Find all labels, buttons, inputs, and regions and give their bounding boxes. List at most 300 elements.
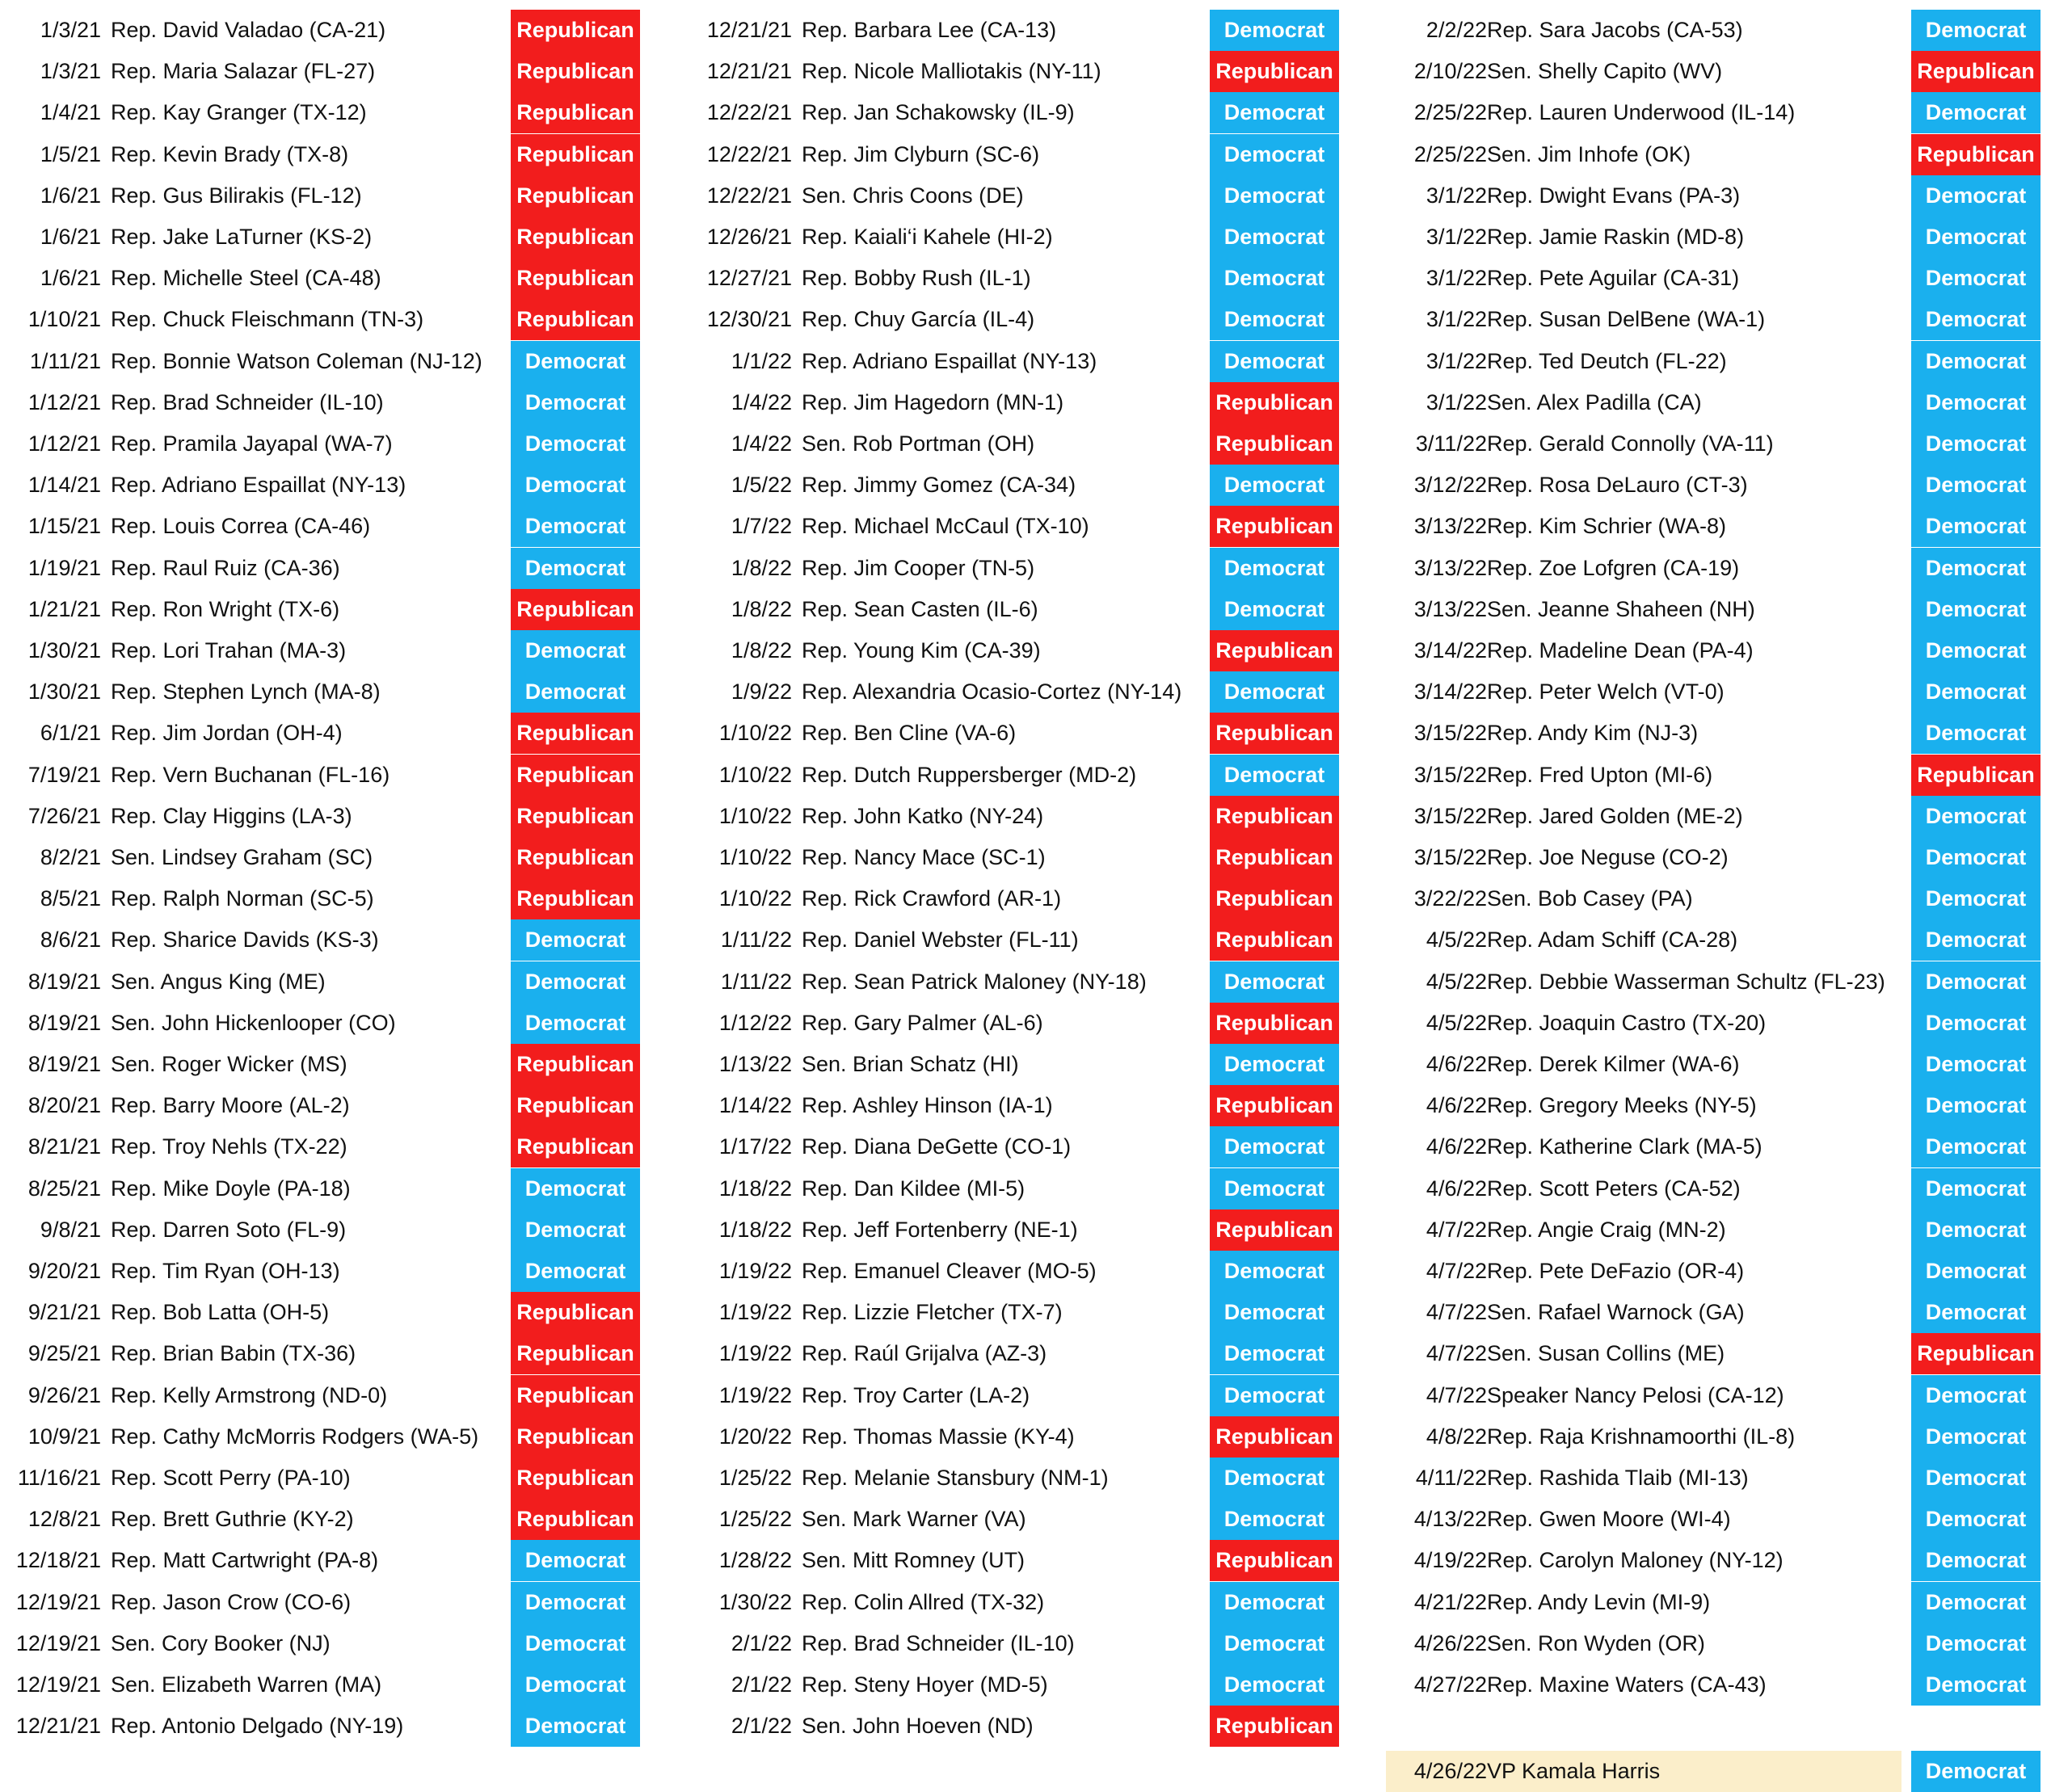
party-badge-democrat: Democrat <box>1911 1085 2040 1126</box>
member-name: Rep. Gwen Moore (WI-4) <box>1487 1507 1731 1532</box>
table-row <box>0 1085 640 1126</box>
party-badge-republican: Republican <box>1210 382 1339 423</box>
member-name: Rep. Matt Cartwright (PA-8) <box>111 1548 379 1573</box>
date-cell: 4/5/22 <box>1426 928 1487 953</box>
party-badge-democrat: Democrat <box>1210 465 1339 506</box>
date-cell: 4/7/22 <box>1426 1259 1487 1283</box>
date-cell: 1/7/22 <box>731 514 792 539</box>
date-cell: 4/7/22 <box>1426 1341 1487 1366</box>
party-badge-democrat: Democrat <box>511 671 640 713</box>
member-name: Rep. Adriano Espaillat (NY-13) <box>111 473 406 498</box>
party-badge-republican: Republican <box>511 1416 640 1458</box>
table-row <box>1386 1416 2040 1458</box>
table-row <box>0 1209 640 1251</box>
party-badge-democrat: Democrat <box>1911 630 2040 671</box>
member-name: Rep. Jake LaTurner (KS-2) <box>111 225 373 249</box>
party-badge-republican: Republican <box>1210 51 1339 92</box>
date-cell: 4/6/22 <box>1426 1052 1487 1076</box>
party-badge-democrat: Democrat <box>1911 961 2040 1003</box>
date-cell: 1/14/21 <box>27 473 101 498</box>
table-row <box>687 92 1339 133</box>
member-name: Rep. Zoe Lofgren (CA-19) <box>1487 555 1740 580</box>
party-badge-republican: Republican <box>511 796 640 837</box>
table-row <box>0 341 640 382</box>
date-cell: 2/25/22 <box>1413 100 1487 125</box>
table-row <box>0 1333 640 1374</box>
party-badge-democrat: Democrat <box>1911 589 2040 630</box>
member-name: Rep. Barry Moore (AL-2) <box>111 1093 350 1118</box>
date-cell: 3/1/22 <box>1426 348 1487 373</box>
party-badge-democrat: Democrat <box>1210 1582 1339 1623</box>
date-cell: 3/15/22 <box>1413 762 1487 787</box>
member-name: Rep. Emanuel Cleaver (MO-5) <box>802 1259 1097 1283</box>
party-badge-republican: Republican <box>1210 878 1339 919</box>
member-name: Rep. Lori Trahan (MA-3) <box>111 638 347 663</box>
table-row <box>0 299 640 340</box>
member-name: Rep. Jamie Raskin (MD-8) <box>1487 225 1745 249</box>
date-cell: 4/7/22 <box>1426 1217 1487 1242</box>
date-cell: 3/1/22 <box>1426 183 1487 208</box>
party-badge-democrat: Democrat <box>511 1706 640 1747</box>
member-name: Rep. Pete DeFazio (OR-4) <box>1487 1259 1745 1283</box>
date-cell: 1/10/22 <box>718 803 792 828</box>
member-name: Sen. Brian Schatz (HI) <box>802 1052 1019 1076</box>
table-row <box>0 1623 640 1664</box>
party-badge-republican: Republican <box>1210 1003 1339 1044</box>
member-name: Rep. Maria Salazar (FL-27) <box>111 59 376 84</box>
party-badge-republican: Republican <box>511 878 640 919</box>
member-name: Rep. Steny Hoyer (MD-5) <box>802 1672 1048 1697</box>
table-row <box>1386 1251 2040 1292</box>
member-name: Rep. Mike Doyle (PA-18) <box>111 1176 351 1201</box>
date-cell: 1/25/22 <box>718 1466 792 1490</box>
date-cell: 12/26/21 <box>706 225 792 249</box>
date-cell: 8/25/21 <box>27 1176 101 1201</box>
party-badge-democrat: Democrat <box>1911 1003 2040 1044</box>
member-name: Rep. Jim Jordan (OH-4) <box>111 721 343 746</box>
party-badge-democrat: Democrat <box>1911 671 2040 713</box>
member-name: Rep. Kim Schrier (WA-8) <box>1487 514 1727 539</box>
table-row <box>1386 1375 2040 1416</box>
date-cell: 9/26/21 <box>27 1382 101 1407</box>
party-badge-democrat: Democrat <box>511 465 640 506</box>
party-badge-democrat: Democrat <box>1210 134 1339 175</box>
member-name: Rep. Raul Ruiz (CA-36) <box>111 555 340 580</box>
date-cell: 1/5/22 <box>731 473 792 498</box>
party-badge-democrat: Democrat <box>1911 837 2040 878</box>
date-cell: 1/11/22 <box>720 969 792 994</box>
date-cell: 3/13/22 <box>1413 596 1487 621</box>
party-badge-democrat: Democrat <box>1911 506 2040 547</box>
member-name: Sen. Jeanne Shaheen (NH) <box>1487 596 1755 621</box>
table-row <box>1386 796 2040 837</box>
party-badge-democrat: Democrat <box>1911 10 2040 51</box>
date-cell: 2/1/22 <box>731 1630 792 1655</box>
party-badge-republican: Republican <box>511 713 640 754</box>
party-badge-republican: Republican <box>1911 1333 2040 1374</box>
member-name: Sen. Rob Portman (OH) <box>802 431 1035 456</box>
date-cell: 1/8/22 <box>731 555 792 580</box>
party-badge-democrat: Democrat <box>511 961 640 1003</box>
date-cell: 3/1/22 <box>1426 389 1487 414</box>
party-badge-democrat: Democrat <box>1210 258 1339 299</box>
table-row <box>0 1044 640 1085</box>
table-row <box>687 1375 1339 1416</box>
member-name: Rep. Adam Schiff (CA-28) <box>1487 928 1738 953</box>
date-cell: 8/19/21 <box>27 969 101 994</box>
party-badge-democrat: Democrat <box>1911 878 2040 919</box>
table-row <box>687 671 1339 713</box>
date-cell: 4/6/22 <box>1426 1134 1487 1159</box>
party-badge-democrat: Democrat <box>1210 1044 1339 1085</box>
table-row <box>687 1499 1339 1540</box>
party-badge-democrat: Democrat <box>511 1209 640 1251</box>
table-row <box>1386 1003 2040 1044</box>
date-cell: 3/13/22 <box>1413 514 1487 539</box>
member-name: Rep. Susan DelBene (WA-1) <box>1487 307 1766 332</box>
party-badge-democrat: Democrat <box>1210 1664 1339 1706</box>
date-cell: 1/15/21 <box>27 514 101 539</box>
member-name: Sen. Alex Padilla (CA) <box>1487 389 1702 414</box>
member-name: Rep. Nicole Malliotakis (NY-11) <box>802 59 1101 84</box>
member-name: Sen. John Hickenlooper (CO) <box>111 1010 396 1035</box>
table-row <box>687 1623 1339 1664</box>
table-row <box>687 175 1339 217</box>
member-name: Rep. Jason Crow (CO-6) <box>111 1589 352 1614</box>
table-row <box>1386 1458 2040 1499</box>
date-cell: 4/6/22 <box>1426 1093 1487 1118</box>
member-name: Rep. Ben Cline (VA-6) <box>802 721 1017 746</box>
table-row <box>687 1416 1339 1458</box>
member-name: Rep. Ted Deutch (FL-22) <box>1487 348 1727 373</box>
table-row <box>0 671 640 713</box>
table-row <box>0 796 640 837</box>
party-badge-republican: Republican <box>511 175 640 217</box>
date-cell: 3/14/22 <box>1413 638 1487 663</box>
party-badge-democrat: Democrat <box>511 423 640 465</box>
table-row <box>0 548 640 589</box>
member-name: Rep. Brian Babin (TX-36) <box>111 1341 356 1366</box>
party-badge-democrat: Democrat <box>1210 341 1339 382</box>
date-cell: 3/15/22 <box>1413 803 1487 828</box>
table-row <box>1386 465 2040 506</box>
party-badge-republican: Republican <box>511 258 640 299</box>
party-badge-democrat: Democrat <box>511 506 640 547</box>
table-row <box>0 465 640 506</box>
party-badge-democrat: Democrat <box>1210 1458 1339 1499</box>
party-badge-republican: Republican <box>1911 755 2040 796</box>
table-row <box>1386 10 2040 51</box>
party-badge-republican: Republican <box>1911 51 2040 92</box>
member-name: Rep. Nancy Mace (SC-1) <box>802 845 1046 869</box>
member-name: Rep. Diana DeGette (CO-1) <box>802 1134 1072 1159</box>
date-cell: 7/19/21 <box>27 762 101 787</box>
table-row <box>0 713 640 754</box>
table-row <box>0 258 640 299</box>
date-cell: 1/28/22 <box>718 1548 792 1573</box>
date-cell: 2/25/22 <box>1413 141 1487 166</box>
date-cell: 3/11/22 <box>1415 431 1487 456</box>
party-badge-democrat: Democrat <box>1911 1292 2040 1333</box>
date-cell: 1/19/22 <box>718 1300 792 1325</box>
party-badge-democrat: Democrat <box>511 1582 640 1623</box>
member-name: Rep. Debbie Wasserman Schultz (FL-23) <box>1487 969 1885 994</box>
table-row <box>1386 1292 2040 1333</box>
table-row <box>1386 258 2040 299</box>
member-name: Rep. Darren Soto (FL-9) <box>111 1217 347 1242</box>
party-badge-republican: Republican <box>511 10 640 51</box>
date-cell: 3/1/22 <box>1426 266 1487 291</box>
member-name: Rep. Vern Buchanan (FL-16) <box>111 762 390 787</box>
table-row <box>687 630 1339 671</box>
date-cell: 1/6/21 <box>40 266 101 291</box>
member-name: Rep. Jimmy Gomez (CA-34) <box>802 473 1076 498</box>
party-badge-democrat: Democrat <box>1210 755 1339 796</box>
party-badge-republican: Republican <box>1210 713 1339 754</box>
date-cell: 1/10/22 <box>718 721 792 746</box>
date-cell: 1/9/22 <box>731 679 792 705</box>
member-name: Rep. Tim Ryan (OH-13) <box>111 1259 340 1283</box>
table-row <box>1386 1582 2040 1623</box>
table-row <box>0 755 640 796</box>
party-badge-democrat: Democrat <box>1911 1168 2040 1209</box>
member-name: Rep. Jan Schakowsky (IL-9) <box>802 100 1075 125</box>
table-row <box>0 51 640 92</box>
date-cell: 12/19/21 <box>15 1589 101 1614</box>
table-row <box>687 1044 1339 1085</box>
date-cell: 1/19/22 <box>718 1382 792 1407</box>
member-name: Sen. Jim Inhofe (OK) <box>1487 141 1691 166</box>
member-name: VP Kamala Harris <box>1487 1759 1661 1784</box>
table-row <box>687 134 1339 175</box>
party-badge-democrat: Democrat <box>511 1251 640 1292</box>
table-row <box>687 1540 1339 1581</box>
date-cell: 8/20/21 <box>27 1093 101 1118</box>
party-badge-democrat: Democrat <box>511 341 640 382</box>
member-name: Sen. Mitt Romney (UT) <box>802 1548 1026 1573</box>
table-row <box>687 878 1339 919</box>
table-row <box>1386 175 2040 217</box>
table-row <box>0 1416 640 1458</box>
date-cell: 4/8/22 <box>1426 1424 1487 1449</box>
table-row <box>1386 961 2040 1003</box>
table-row <box>1386 341 2040 382</box>
date-cell: 2/10/22 <box>1413 59 1487 84</box>
date-cell: 4/7/22 <box>1426 1382 1487 1407</box>
party-badge-democrat: Democrat <box>1210 1251 1339 1292</box>
member-name: Rep. Troy Carter (LA-2) <box>802 1382 1030 1407</box>
party-badge-democrat: Democrat <box>1210 1375 1339 1416</box>
member-name: Rep. Rick Crawford (AR-1) <box>802 886 1062 911</box>
member-name: Rep. Dwight Evans (PA-3) <box>1487 183 1741 208</box>
member-name: Rep. Carolyn Maloney (NY-12) <box>1487 1548 1784 1573</box>
table-row <box>687 1126 1339 1167</box>
date-cell: 1/30/22 <box>718 1589 792 1614</box>
date-cell: 4/11/22 <box>1415 1466 1487 1490</box>
member-name: Rep. Chuck Fleischmann (TN-3) <box>111 307 424 332</box>
party-badge-republican: Republican <box>511 755 640 796</box>
party-badge-democrat: Democrat <box>1911 92 2040 133</box>
party-badge-democrat: Democrat <box>1911 1375 2040 1416</box>
party-badge-democrat: Democrat <box>1911 465 2040 506</box>
date-cell: 4/5/22 <box>1426 969 1487 994</box>
date-cell: 1/12/21 <box>27 431 101 456</box>
member-name: Rep. Sean Patrick Maloney (NY-18) <box>802 969 1147 994</box>
date-cell: 12/22/21 <box>706 183 792 208</box>
member-name: Rep. Ashley Hinson (IA-1) <box>802 1093 1053 1118</box>
table-row <box>1386 1540 2040 1581</box>
date-cell: 1/17/22 <box>718 1134 792 1159</box>
party-badge-republican: Republican <box>1911 134 2040 175</box>
member-name: Sen. Angus King (ME) <box>111 969 326 994</box>
date-cell: 1/25/22 <box>718 1507 792 1532</box>
member-name: Rep. Jim Hagedorn (MN-1) <box>802 389 1064 414</box>
party-badge-democrat: Democrat <box>1911 341 2040 382</box>
table-row <box>687 1706 1339 1747</box>
party-badge-democrat: Democrat <box>1210 92 1339 133</box>
party-badge-democrat: Democrat <box>511 919 640 961</box>
date-cell: 11/16/21 <box>17 1466 101 1490</box>
member-name: Rep. Fred Upton (MI-6) <box>1487 762 1713 787</box>
table-row <box>687 837 1339 878</box>
party-badge-democrat: Democrat <box>1210 217 1339 258</box>
member-name: Rep. Kelly Armstrong (ND-0) <box>111 1382 388 1407</box>
date-cell: 9/21/21 <box>27 1300 101 1325</box>
table-row <box>0 134 640 175</box>
table-row <box>0 1664 640 1706</box>
party-badge-democrat: Democrat <box>1911 919 2040 961</box>
member-name: Rep. Joe Neguse (CO-2) <box>1487 845 1729 869</box>
party-badge-democrat: Democrat <box>511 1540 640 1581</box>
table-row <box>1386 713 2040 754</box>
date-cell: 4/26/22 <box>1413 1759 1487 1784</box>
date-cell: 4/26/22 <box>1413 1630 1487 1655</box>
date-cell: 1/19/21 <box>27 555 101 580</box>
party-badge-democrat: Democrat <box>1911 1499 2040 1540</box>
member-name: Rep. Gary Palmer (AL-6) <box>802 1010 1043 1035</box>
date-cell: 1/1/22 <box>731 348 792 373</box>
member-name: Sen. Rafael Warnock (GA) <box>1487 1300 1745 1325</box>
date-cell: 1/18/22 <box>718 1217 792 1242</box>
member-name: Rep. Bob Latta (OH-5) <box>111 1300 330 1325</box>
date-cell: 1/8/22 <box>731 638 792 663</box>
table-row <box>0 1375 640 1416</box>
party-badge-democrat: Democrat <box>1911 1623 2040 1664</box>
table-row <box>0 878 640 919</box>
date-cell: 1/8/22 <box>731 596 792 621</box>
party-badge-democrat: Democrat <box>1210 1499 1339 1540</box>
member-name: Rep. Ron Wright (TX-6) <box>111 596 340 621</box>
table-row <box>0 589 640 630</box>
date-cell: 2/1/22 <box>731 1714 792 1739</box>
table-row <box>0 630 640 671</box>
table-row <box>0 506 640 547</box>
table-row <box>0 423 640 465</box>
member-name: Rep. Colin Allred (TX-32) <box>802 1589 1045 1614</box>
member-name: Rep. Clay Higgins (LA-3) <box>111 803 352 828</box>
table-row <box>1386 630 2040 671</box>
date-cell: 8/19/21 <box>27 1010 101 1035</box>
party-badge-democrat: Democrat <box>1911 299 2040 340</box>
table-row <box>687 506 1339 547</box>
member-name: Sen. John Hoeven (ND) <box>802 1714 1034 1739</box>
table-row <box>687 961 1339 1003</box>
table-row <box>687 299 1339 340</box>
date-cell: 4/21/22 <box>1413 1589 1487 1614</box>
party-badge-republican: Republican <box>1210 1416 1339 1458</box>
party-badge-democrat: Democrat <box>1210 10 1339 51</box>
party-badge-democrat: Democrat <box>1210 589 1339 630</box>
member-name: Rep. Raúl Grijalva (AZ-3) <box>802 1341 1047 1366</box>
date-cell: 12/21/21 <box>706 59 792 84</box>
table-row <box>1386 1664 2040 1706</box>
member-name: Rep. Kaiali‘i Kahele (HI-2) <box>802 225 1053 249</box>
table-row <box>1386 134 2040 175</box>
date-cell: 1/10/22 <box>718 762 792 787</box>
party-badge-republican: Republican <box>511 1333 640 1374</box>
party-badge-republican: Republican <box>511 299 640 340</box>
party-badge-republican: Republican <box>1210 1540 1339 1581</box>
table-row <box>687 423 1339 465</box>
date-cell: 1/4/21 <box>40 100 101 125</box>
date-cell: 8/2/21 <box>40 845 101 869</box>
date-cell: 1/11/22 <box>720 928 792 953</box>
member-name: Rep. Ralph Norman (SC-5) <box>111 886 374 911</box>
party-badge-democrat: Democrat <box>1911 175 2040 217</box>
party-badge-democrat: Democrat <box>1911 1540 2040 1581</box>
date-cell: 12/19/21 <box>15 1630 101 1655</box>
table-row <box>1386 589 2040 630</box>
party-badge-democrat: Democrat <box>1210 671 1339 713</box>
table-row <box>687 341 1339 382</box>
party-badge-republican: Republican <box>511 1375 640 1416</box>
date-cell: 12/19/21 <box>15 1672 101 1697</box>
member-name: Rep. Peter Welch (VT-0) <box>1487 679 1725 705</box>
party-badge-democrat: Democrat <box>511 548 640 589</box>
date-cell: 8/6/21 <box>40 928 101 953</box>
table-row <box>1386 919 2040 961</box>
date-cell: 1/20/22 <box>718 1424 792 1449</box>
member-name: Rep. Scott Peters (CA-52) <box>1487 1176 1741 1201</box>
member-name: Rep. Andy Levin (MI-9) <box>1487 1589 1711 1614</box>
member-name: Rep. Maxine Waters (CA-43) <box>1487 1672 1767 1697</box>
date-cell: 12/27/21 <box>706 266 792 291</box>
member-name: Rep. Brad Schneider (IL-10) <box>111 389 384 414</box>
party-badge-republican: Republican <box>511 1458 640 1499</box>
member-name: Rep. Rashida Tlaib (MI-13) <box>1487 1466 1749 1490</box>
date-cell: 2/2/22 <box>1426 18 1487 42</box>
party-badge-democrat: Democrat <box>1210 1623 1339 1664</box>
date-cell: 1/4/22 <box>731 431 792 456</box>
date-cell: 3/1/22 <box>1426 225 1487 249</box>
member-name: Rep. Brad Schneider (IL-10) <box>802 1630 1075 1655</box>
member-name: Rep. Lauren Underwood (IL-14) <box>1487 100 1796 125</box>
date-cell: 1/10/22 <box>718 845 792 869</box>
table-row <box>0 1540 640 1581</box>
party-badge-democrat: Democrat <box>511 1664 640 1706</box>
party-badge-republican: Republican <box>1210 423 1339 465</box>
date-cell: 12/22/21 <box>706 100 792 125</box>
date-cell: 4/27/22 <box>1413 1672 1487 1697</box>
member-name: Rep. Madeline Dean (PA-4) <box>1487 638 1754 663</box>
party-badge-democrat: Democrat <box>1911 1251 2040 1292</box>
party-badge-republican: Republican <box>1210 837 1339 878</box>
party-badge-republican: Republican <box>511 134 640 175</box>
party-badge-republican: Republican <box>1210 796 1339 837</box>
table-row <box>687 382 1339 423</box>
table-row <box>1386 755 2040 796</box>
date-cell: 1/14/22 <box>718 1093 792 1118</box>
